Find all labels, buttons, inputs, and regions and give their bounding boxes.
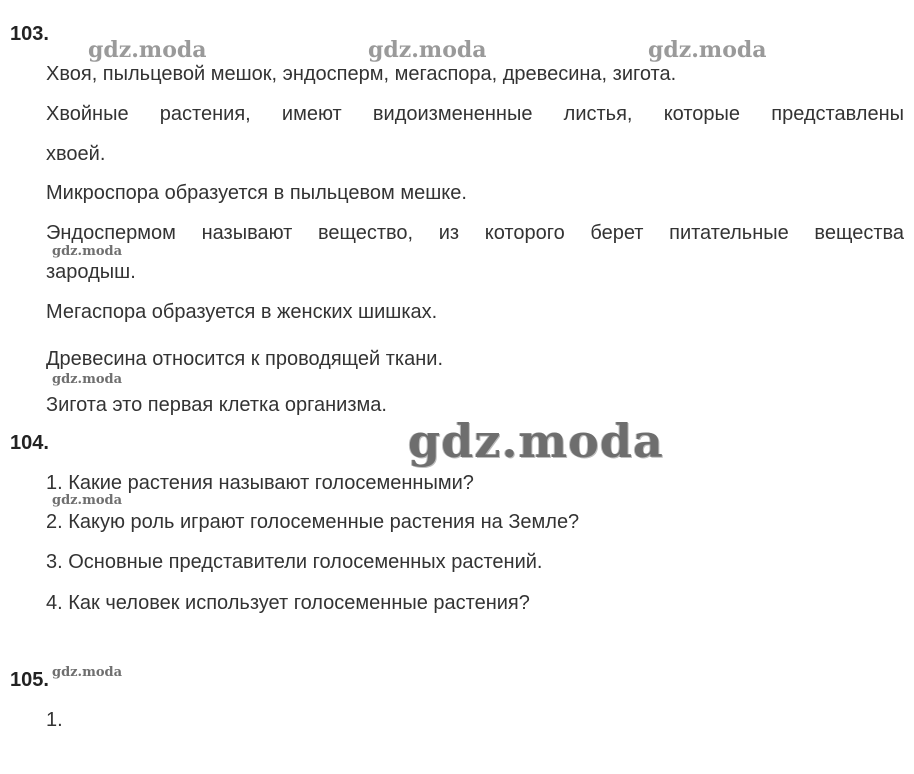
watermark-logo: gdz.moda bbox=[52, 493, 123, 508]
answer-line: хвоей. bbox=[46, 143, 106, 165]
section-number-103: 103. bbox=[10, 23, 49, 45]
watermark-logo: gdz.moda bbox=[648, 37, 767, 63]
answer-line: Мегаспора образуется в женских шишках. bbox=[46, 301, 438, 323]
watermark-logo: gdz.moda bbox=[52, 244, 123, 259]
answer-line: Древесина относится к проводящей ткани. bbox=[46, 348, 444, 370]
watermark-logo: gdz.moda bbox=[52, 372, 123, 387]
answer-line: Эндоспермом называют вещество, из которого берет питательные вещества bbox=[46, 222, 904, 244]
question-line: 1. Какие растения называют голосеменными? bbox=[46, 472, 474, 494]
answer-line: зародыш. bbox=[46, 261, 136, 283]
answer-line: Зигота это первая клетка организма. bbox=[46, 394, 387, 416]
watermark-logo: gdz.moda bbox=[88, 37, 207, 63]
watermark-logo: gdz.moda bbox=[368, 37, 487, 63]
question-line: 4. Как человек использует голосеменные растения? bbox=[46, 592, 530, 614]
answer-line: Хвоя, пыльцевой мешок, эндосперм, мегаспора, древесина, зигота. bbox=[46, 63, 677, 85]
answer-line: 1. bbox=[46, 709, 63, 731]
answer-line: Микроспора образуется в пыльцевом мешке. bbox=[46, 182, 467, 204]
watermark-logo: gdz.moda bbox=[52, 665, 123, 680]
answer-line: Хвойные растения, имеют видоизмененные листья, которые представлены bbox=[46, 103, 904, 125]
question-line: 3. Основные представители голосеменных растений. bbox=[46, 551, 543, 573]
section-number-104: 104. bbox=[10, 432, 49, 454]
section-number-105: 105. bbox=[10, 669, 49, 691]
watermark-logo-large: gdz.moda bbox=[408, 414, 664, 468]
question-line: 2. Какую роль играют голосеменные растения на Земле? bbox=[46, 511, 580, 533]
